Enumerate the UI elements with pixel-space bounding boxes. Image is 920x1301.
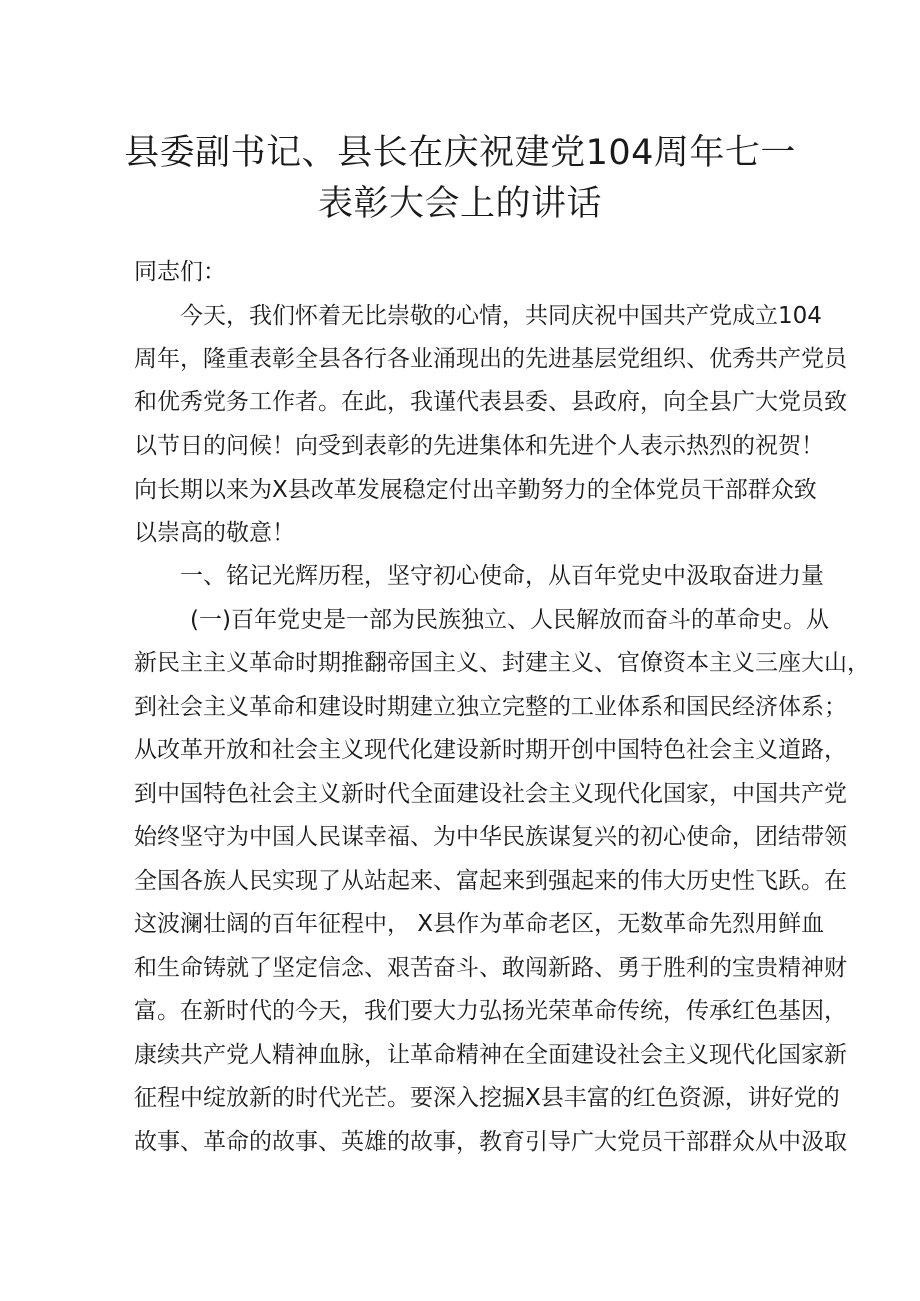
paragraph-2-line: 始终坚守为中国人民谋幸福、为中华民族谋复兴的初心使命，团结带领 <box>134 824 847 850</box>
paragraph-1-line: 周年，隆重表彰全县各行各业涌现出的先进基层党组织、优秀共产党员 <box>134 346 847 372</box>
paragraph-2-line: 这波澜壮阔的百年征程中， X县作为革命老区，无数革命先烈用鲜血 <box>134 911 825 937</box>
paragraph-1-line: 今天，我们怀着无比崇敬的心情，共同庆祝中国共产党成立104 <box>180 303 822 329</box>
paragraph-2-line: 征程中绽放新的时代光芒。要深入挖掘X县丰富的红色资源，讲好党的 <box>134 1085 840 1111</box>
document-title-line-1: 县委副书记、县长在庆祝建党104周年七一 <box>124 133 796 173</box>
paragraph-2-line: 富。在新时代的今天，我们要大力弘扬光荣革命传统，传承红色基因， <box>134 998 847 1024</box>
paragraph-2-line: 从改革开放和社会主义现代化建设新时期开创中国特色社会主义道路， <box>134 737 847 763</box>
paragraph-1-line: 向长期以来为X县改革发展稳定付出辛勤努力的全体党员干部群众致 <box>134 477 817 503</box>
document-title-line-2: 表彰大会上的讲话 <box>317 184 602 224</box>
paragraph-2-line: (一)百年党史是一部为民族独立、人民解放而奋斗的革命史。从 <box>190 607 829 633</box>
paragraph-2-line: 康续共产党人精神血脉，让革命精神在全面建设社会主义现代化国家新 <box>134 1042 847 1068</box>
paragraph-1-line: 以节日的问候！向受到表彰的先进集体和先进个人表示热烈的祝贺！ <box>134 433 824 459</box>
paragraph-2-line: 和生命铸就了坚定信念、艰苦奋斗、敢闯新路、勇于胜利的宝贵精神财 <box>134 955 847 981</box>
paragraph-2-line: 故事、革命的故事、英雄的故事，教育引导广大党员干部群众从中汲取 <box>134 1129 847 1155</box>
paragraph-1-line: 和优秀党务工作者。在此，我谨代表县委、县政府，向全县广大党员致 <box>134 389 847 415</box>
salutation: 同志们： <box>134 259 226 285</box>
paragraph-1-line: 以崇高的敬意！ <box>134 520 295 546</box>
paragraph-2-line: 到社会主义革命和建设时期建立独立完整的工业体系和国民经济体系； <box>134 694 847 720</box>
paragraph-2-line: 到中国特色社会主义新时代全面建设社会主义现代化国家，中国共产党 <box>134 781 847 807</box>
paragraph-2-line: 新民主主义革命时期推翻帝国主义、封建主义、官僚资本主义三座大山， <box>134 650 870 676</box>
paragraph-2-line: 全国各族人民实现了从站起来、富起来到强起来的伟大历史性飞跃。在 <box>134 868 847 894</box>
section-1-heading: 一、铭记光辉历程，坚守初心使命，从百年党史中汲取奋进力量 <box>180 563 824 589</box>
